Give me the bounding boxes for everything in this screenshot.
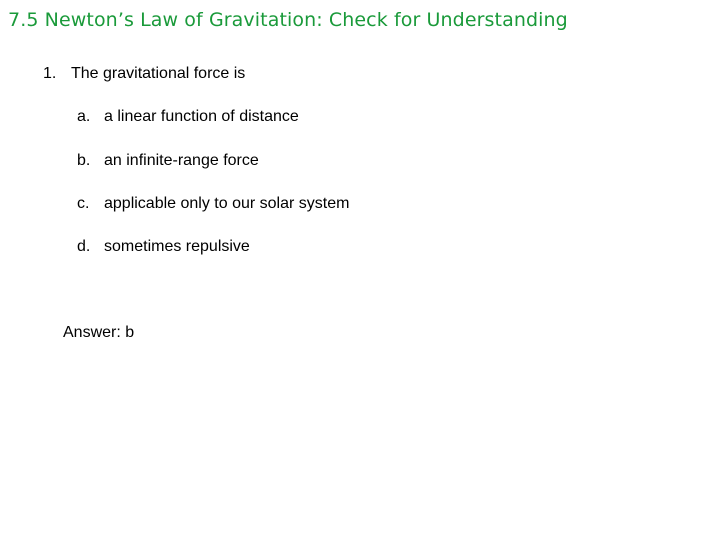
option-text: an infinite-range force [104, 152, 259, 169]
option-c [77, 195, 349, 213]
option-d [77, 238, 250, 256]
option-b [77, 152, 259, 170]
option-a [77, 108, 299, 126]
option-letter: a. [77, 108, 91, 125]
answer-text: Answer: b [63, 324, 135, 341]
option-letter: b. [77, 152, 91, 169]
option-text: a linear function of distance [104, 108, 299, 125]
question-text: The gravitational force is [71, 65, 246, 82]
slide-title: 7.5 Newton’s Law of Gravitation: Check for Understanding [8, 9, 568, 31]
option-letter: c. [77, 195, 90, 212]
option-letter: d. [77, 238, 91, 255]
option-text: applicable only to our solar system [104, 195, 350, 212]
question [43, 65, 245, 83]
question-number: 1. [43, 65, 57, 82]
option-text: sometimes repulsive [104, 238, 250, 255]
